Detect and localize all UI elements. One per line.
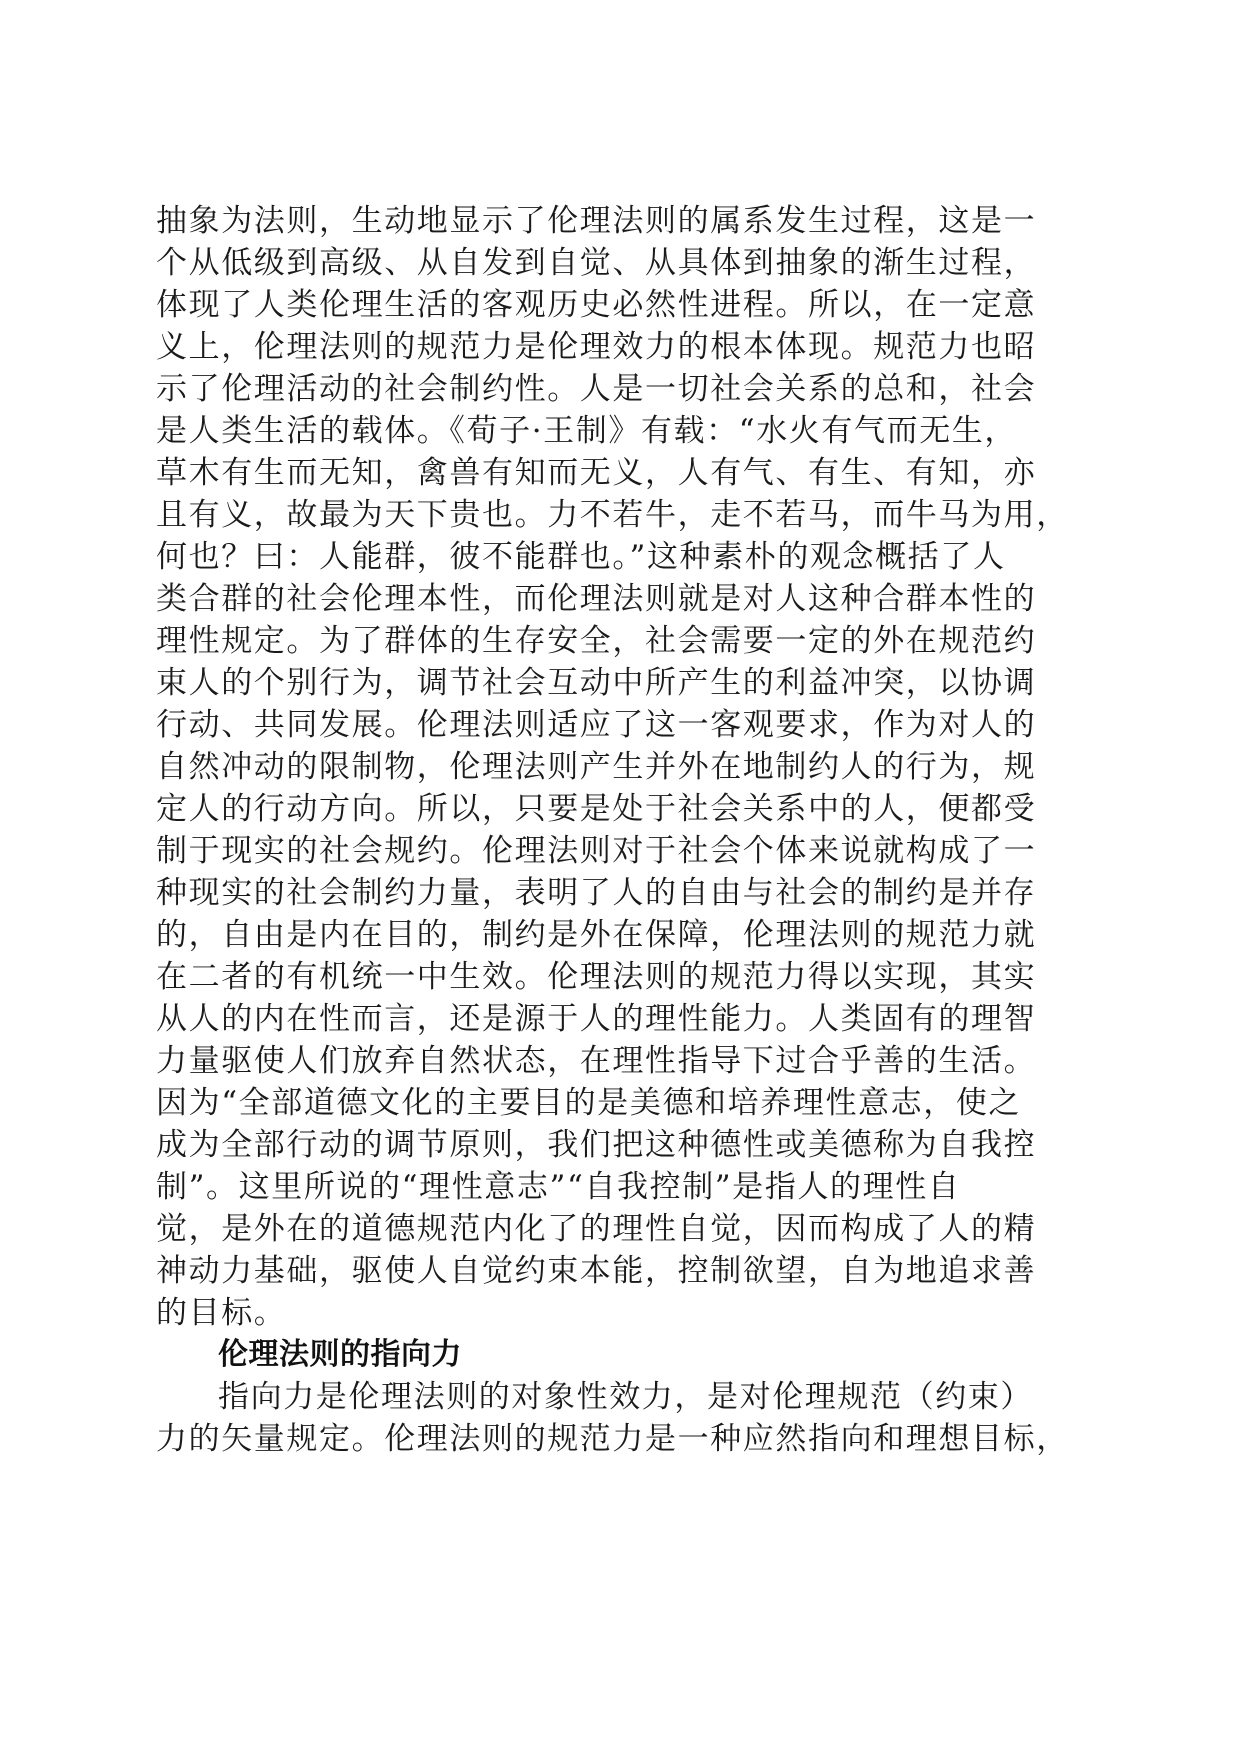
document-body: [156, 200, 1086, 1460]
text-line: 行动、共同发展。伦理法则适应了这一客观要求，作为对人的: [156, 707, 1037, 743]
text-line: 因为“全部道德文化的主要目的是美德和培养理性意志，使之: [156, 1085, 1022, 1121]
text-line: 示了伦理活动的社会制约性。人是一切社会关系的总和，社会: [156, 371, 1037, 407]
text-line: 制”。这里所说的“理性意志”“自我控制”是指人的理性自: [156, 1169, 961, 1205]
section-heading: 伦理法则的指向力: [218, 1337, 462, 1372]
text-line: 义上，伦理法则的规范力是伦理效力的根本体现。规范力也昭: [156, 329, 1037, 365]
text-line: 在二者的有机统一中生效。伦理法则的规范力得以实现，其实: [156, 959, 1037, 995]
text-line: 成为全部行动的调节原则，我们把这种德性或美德称为自我控: [156, 1127, 1037, 1163]
text-line: 力量驱使人们放弃自然状态，在理性指导下过合乎善的生活。: [156, 1043, 1037, 1079]
text-line: 制于现实的社会规约。伦理法则对于社会个体来说就构成了一: [156, 833, 1037, 869]
text-line: 草木有生而无知，禽兽有知而无义，人有气、有生、有知，亦: [156, 455, 1037, 491]
text-line: 抽象为法则，生动地显示了伦理法则的属系发生过程，这是一: [156, 203, 1037, 239]
text-line: 从人的内在性而言，还是源于人的理性能力。人类固有的理智: [156, 1001, 1037, 1037]
text-line: 个从低级到高级、从自发到自觉、从具体到抽象的渐生过程，: [156, 245, 1037, 281]
text-line: 指向力是伦理法则的对象性效力，是对伦理规范（约束）: [218, 1379, 1033, 1415]
text-line: 理性规定。为了群体的生存安全，社会需要一定的外在规范约: [156, 623, 1037, 659]
text-line: 束人的个别行为，调节社会互动中所产生的利益冲突，以协调: [156, 665, 1037, 701]
paragraph-2: [156, 1376, 1086, 1460]
text-line: 神动力基础，驱使人自觉约束本能，控制欲望，自为地追求善: [156, 1253, 1037, 1289]
text-line: 是人类生活的载体。《荀子·王制》有载：“水火有气而无生，: [156, 413, 1017, 449]
text-line: 体现了人类伦理生活的客观历史必然性进程。所以，在一定意: [156, 287, 1037, 323]
text-line: 力的矢量规定。伦理法则的规范力是一种应然指向和理想目标，: [156, 1421, 1069, 1457]
paragraph-1: [156, 200, 1086, 1334]
text-line: 的，自由是内在目的，制约是外在保障，伦理法则的规范力就: [156, 917, 1037, 953]
text-line: 种现实的社会制约力量，表明了人的自由与社会的制约是并存: [156, 875, 1037, 911]
text-line: 觉，是外在的道德规范内化了的理性自觉，因而构成了人的精: [156, 1211, 1037, 1247]
text-line: 定人的行动方向。所以，只要是处于社会关系中的人，便都受: [156, 791, 1037, 827]
text-line: 且有义，故最为天下贵也。力不若牛，走不若马，而牛马为用，: [156, 497, 1069, 533]
text-line: 何也？曰：人能群，彼不能群也。”这种素朴的观念概括了人: [156, 539, 1006, 575]
text-line: 的目标。: [156, 1295, 287, 1331]
text-line: 自然冲动的限制物，伦理法则产生并外在地制约人的行为，规: [156, 749, 1037, 785]
text-line: 类合群的社会伦理本性，而伦理法则就是对人这种合群本性的: [156, 581, 1037, 617]
